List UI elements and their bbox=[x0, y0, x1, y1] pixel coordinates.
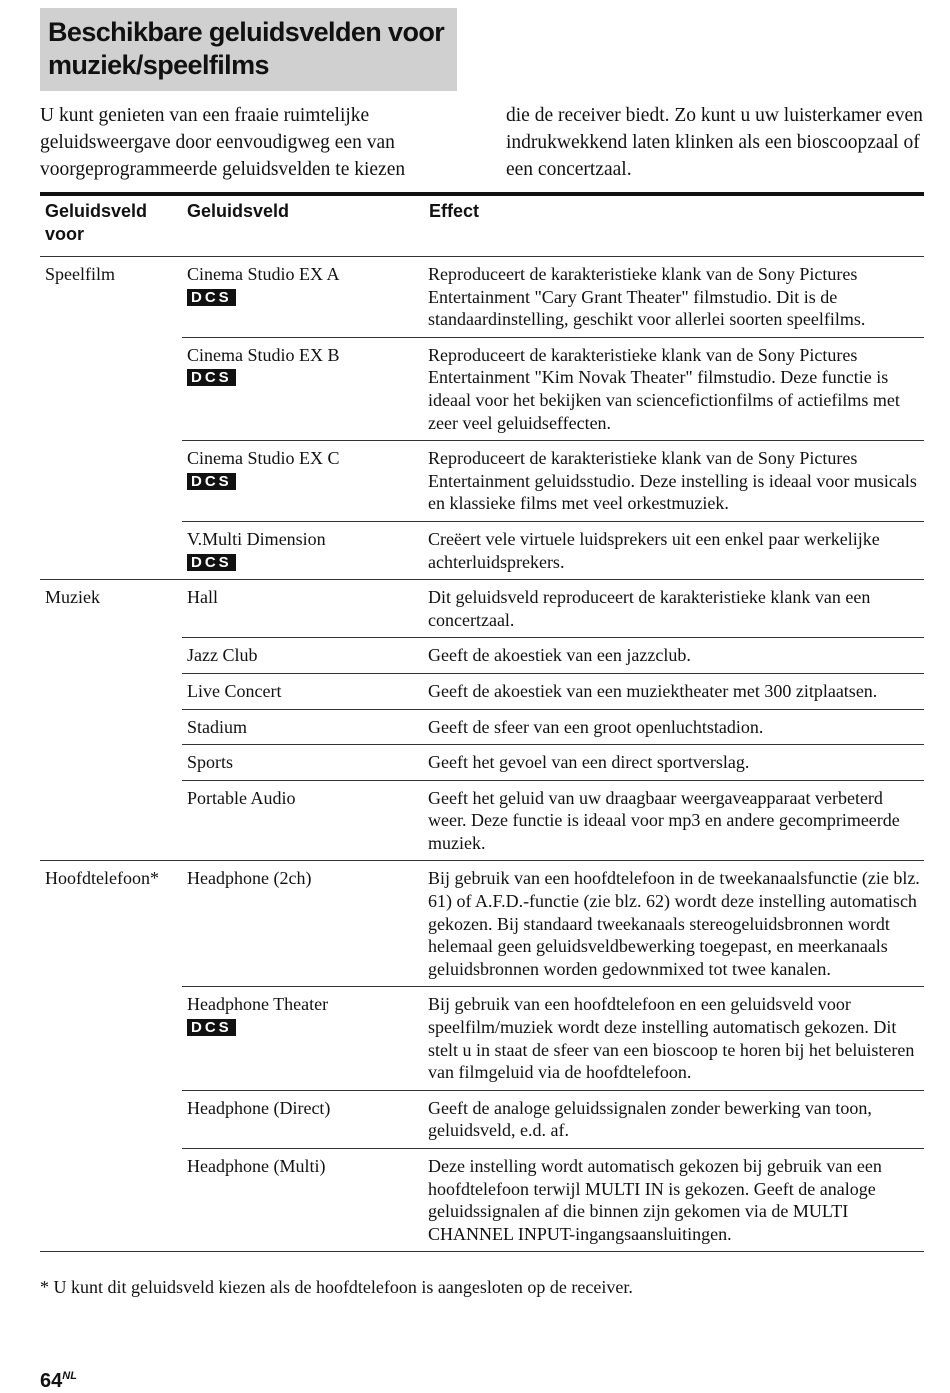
cell-effect: Geeft het gevoel van een direct sportverslag. bbox=[424, 745, 924, 781]
sound-field-name: Cinema Studio EX A bbox=[187, 264, 340, 284]
intro-text-left: U kunt genieten van een fraaie ruimtelijke geluidsweergave door eenvoudigweg een van voorgeprogrammeerde geluidsvelden te kiezen bbox=[40, 105, 406, 180]
dcs-badge: DCS bbox=[187, 1019, 236, 1036]
table-row bbox=[40, 337, 924, 440]
dcs-badge: DCS bbox=[187, 289, 236, 306]
table-row bbox=[40, 673, 924, 709]
table-row bbox=[40, 745, 924, 781]
sound-field-name: Headphone (Multi) bbox=[187, 1156, 326, 1176]
cell-sound-field bbox=[182, 780, 424, 861]
sound-field-name: Hall bbox=[187, 587, 218, 608]
table-row bbox=[40, 521, 924, 579]
cell-group bbox=[40, 337, 182, 440]
cell-sound-field bbox=[182, 987, 424, 1090]
cell-effect: Geeft het geluid van uw draagbaar weergaveapparaat verbeterd weer. Deze functie is ideaal voor mp3 en andere gecomprimeerde muziek. bbox=[424, 780, 924, 861]
cell-effect: Geeft de akoestiek van een muziektheater met 300 zitplaatsen. bbox=[424, 673, 924, 709]
sound-field-table bbox=[40, 196, 924, 1252]
cell-group: Speelfilm bbox=[45, 264, 115, 284]
table-header-row bbox=[40, 196, 924, 257]
cell-group bbox=[40, 745, 182, 781]
cell-effect: Creëert vele virtuele luidsprekers uit een enkel paar werkelijke achterluidsprekers. bbox=[424, 521, 924, 579]
cell-sound-field bbox=[182, 673, 424, 709]
cell-group: Hoofdtelefoon* bbox=[45, 868, 159, 889]
table-row bbox=[40, 441, 924, 522]
cell-group bbox=[40, 1149, 182, 1252]
cell-effect: Reproduceert de karakteristieke klank van de Sony Pictures Entertainment geluidsstudio. Deze instelling is ideaal voor musicals en klassieke films met veel orkestmuziek. bbox=[424, 441, 924, 522]
cell-group bbox=[40, 638, 182, 674]
sound-field-name: Headphone Theater bbox=[187, 994, 329, 1015]
cell-sound-field bbox=[182, 745, 424, 781]
table-body bbox=[40, 257, 924, 1252]
table-row bbox=[40, 580, 924, 638]
cell-group: Muziek bbox=[45, 587, 100, 608]
table-row bbox=[40, 709, 924, 745]
table-row bbox=[40, 638, 924, 674]
cell-sound-field bbox=[182, 257, 424, 338]
cell-group bbox=[40, 780, 182, 861]
cell-sound-field bbox=[182, 521, 424, 579]
cell-effect: Dit geluidsveld reproduceert de karakteristieke klank van een concertzaal. bbox=[424, 580, 924, 638]
cell-effect: Bij gebruik van een hoofdtelefoon en een geluidsveld voor speelfilm/muziek wordt deze instelling automatisch gekozen. Dit stelt u in staat de sfeer van een bioscoop te horen bij het beluisteren van filmgeluid via de hoofdtelefoon. bbox=[424, 987, 924, 1090]
intro-text-right: die de receiver biedt. Zo kunt u uw luisterkamer even indrukwekkend laten klinken als een bioscoopzaal of een concertzaal. bbox=[506, 105, 923, 180]
sound-field-name: Jazz Club bbox=[187, 645, 258, 666]
sound-field-name: Cinema Studio EX C bbox=[187, 448, 340, 469]
table-row bbox=[40, 987, 924, 1090]
cell-sound-field bbox=[182, 638, 424, 674]
sound-field-name: Live Concert bbox=[187, 680, 282, 701]
dcs-badge: DCS bbox=[187, 554, 236, 571]
cell-group bbox=[40, 987, 182, 1090]
cell-sound-field bbox=[182, 861, 424, 987]
sound-field-name: Stadium bbox=[187, 716, 248, 737]
column-header-field: Geluidsveld bbox=[182, 196, 424, 257]
column-header-effect: Effect bbox=[424, 196, 924, 257]
sound-field-name: Sports bbox=[187, 752, 234, 773]
table-row bbox=[40, 780, 924, 861]
cell-effect: Geeft de sfeer van een groot openluchtstadion. bbox=[424, 709, 924, 745]
sound-field-name: Headphone (Direct) bbox=[187, 1097, 331, 1118]
cell-effect: Geeft de analoge geluidssignalen zonder bewerking van toon, geluidsveld, e.d. af. bbox=[424, 1090, 924, 1148]
sound-field-name: Cinema Studio EX B bbox=[187, 344, 340, 365]
cell-effect: Bij gebruik van een hoofdtelefoon in de tweekanaalsfunctie (zie blz. 61) of A.F.D.-functie (zie blz. 62) wordt deze instelling automatisch gekozen. Bij standaard tweekanaals stereogeluidsbronnen wordt helemaal geen geluidsveldbewerking toegepast, en meerkanaals geluidsbronnen worden gedownmixed tot twee kanalen. bbox=[424, 861, 924, 987]
table-row bbox=[40, 257, 924, 338]
page-title: Beschikbare geluidsvelden voor muziek/speelfilms bbox=[48, 17, 445, 80]
dcs-badge: DCS bbox=[187, 369, 236, 386]
table-row bbox=[40, 1149, 924, 1252]
page-number-value: 64 bbox=[40, 1370, 63, 1392]
cell-sound-field bbox=[182, 1149, 424, 1252]
cell-sound-field bbox=[182, 1090, 424, 1148]
cell-sound-field bbox=[182, 337, 424, 440]
cell-effect: Geeft de akoestiek van een jazzclub. bbox=[424, 638, 924, 674]
cell-group bbox=[40, 441, 182, 522]
page-language-suffix: NL bbox=[62, 1370, 77, 1382]
dcs-badge: DCS bbox=[187, 473, 236, 490]
cell-group bbox=[40, 709, 182, 745]
table-row bbox=[40, 861, 924, 987]
table-row bbox=[40, 1090, 924, 1148]
cell-sound-field bbox=[182, 580, 424, 638]
cell-effect: Reproduceert de karakteristieke klank van de Sony Pictures Entertainment "Cary Grant Theater" filmstudio. Dit is de standaardinstelling, geschikt voor allerlei soorten speelfilms. bbox=[424, 257, 924, 338]
sound-field-name: V.Multi Dimension bbox=[187, 528, 326, 549]
cell-effect: Deze instelling wordt automatisch gekozen bij gebruik van een hoofdtelefoon terwijl MULTI IN is gekozen. Geeft de analoge geluidssignalen af die binnen zijn gekomen via de MULTI CHANNEL INPUT-ingangsaansluitingen. bbox=[424, 1149, 924, 1252]
sound-field-name: Portable Audio bbox=[187, 787, 296, 808]
cell-sound-field bbox=[182, 709, 424, 745]
footnote: * U kunt dit geluidsveld kiezen als de hoofdtelefoon is aangesloten op de receiver. bbox=[40, 1277, 633, 1297]
cell-effect: Reproduceert de karakteristieke klank van de Sony Pictures Entertainment "Kim Novak Theater" filmstudio. Deze functie is ideaal voor het bekijken van sciencefictionfilms of actiefilms met zeer veel geluidseffecten. bbox=[424, 337, 924, 440]
section-heading-box bbox=[40, 8, 457, 91]
column-header-group: Geluidsveld voor bbox=[40, 196, 182, 257]
cell-group bbox=[40, 1090, 182, 1148]
cell-group bbox=[40, 521, 182, 579]
cell-group bbox=[40, 673, 182, 709]
sound-field-name: Headphone (2ch) bbox=[187, 868, 312, 889]
cell-sound-field bbox=[182, 441, 424, 522]
